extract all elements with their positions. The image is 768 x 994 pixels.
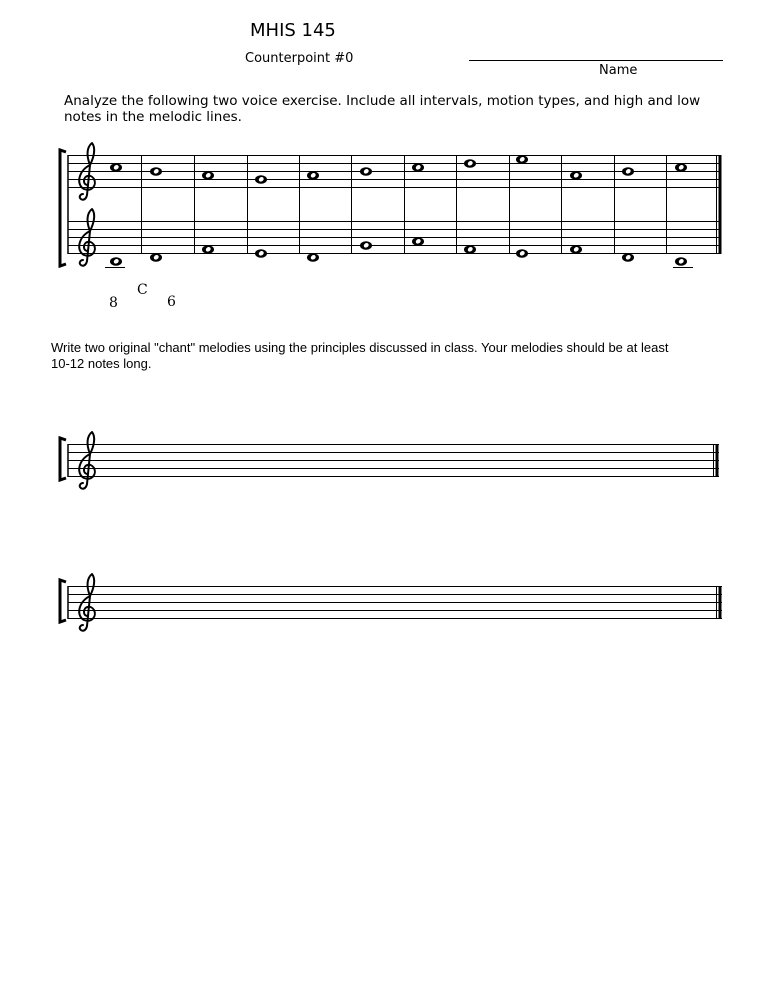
lower-voice-note-1 — [110, 257, 122, 266]
interval-annotation-1: 8 — [109, 295, 118, 311]
page-subtitle: Counterpoint #0 — [245, 51, 354, 66]
name-label: Name — [599, 63, 638, 78]
lower-voice-notes — [110, 237, 687, 266]
exercise1-instructions: Analyze the following two voice exercise. Include all intervals, motion types, and high and low notes in the melodic lines. — [64, 93, 701, 125]
upper-voice-note-1 — [110, 163, 122, 172]
interval-annotation-2: 6 — [167, 294, 176, 310]
upper-voice-note-6 — [360, 167, 372, 176]
upper-voice-note-7 — [412, 163, 424, 172]
upper-voice-note-4 — [255, 175, 267, 184]
lower-voice-note-3 — [202, 245, 214, 254]
lower-voice-note-7 — [412, 237, 424, 246]
upper-voice-note-10 — [570, 171, 582, 180]
upper-voice-note-3 — [202, 171, 214, 180]
page-title: MHIS 145 — [250, 20, 336, 41]
lower-voice-note-2 — [150, 253, 162, 262]
lower-voice-note-11 — [622, 253, 634, 262]
system-bracket — [60, 150, 66, 266]
upper-voice-note-12 — [675, 163, 687, 172]
upper-voice-note-11 — [622, 167, 634, 176]
lower-staff — [68, 222, 721, 254]
upper-voice-note-2 — [150, 167, 162, 176]
lower-voice-note-5 — [307, 253, 319, 262]
lower-voice-note-10 — [570, 245, 582, 254]
lower-voice-note-12 — [675, 257, 687, 266]
lower-voice-note-8 — [464, 245, 476, 254]
upper-voice-note-5 — [307, 171, 319, 180]
lower-voice-note-9 — [516, 249, 528, 258]
staff-bracket — [60, 580, 66, 622]
upper-voice-note-8 — [464, 159, 476, 168]
lower-voice-note-4 — [255, 249, 267, 258]
system-1 — [60, 143, 721, 268]
blank-staff-2 — [60, 574, 722, 631]
motion-annotation-1: C — [137, 282, 148, 298]
blank-staff-1 — [60, 432, 719, 489]
staff-bracket — [60, 438, 66, 480]
lower-voice-note-6 — [360, 241, 372, 250]
exercise2-instructions: Write two original "chant" melodies using the principles discussed in class. Your melodies should be at least 10-12 notes long. — [51, 340, 669, 371]
upper-voice-note-9 — [516, 155, 528, 164]
barlines — [142, 155, 667, 254]
